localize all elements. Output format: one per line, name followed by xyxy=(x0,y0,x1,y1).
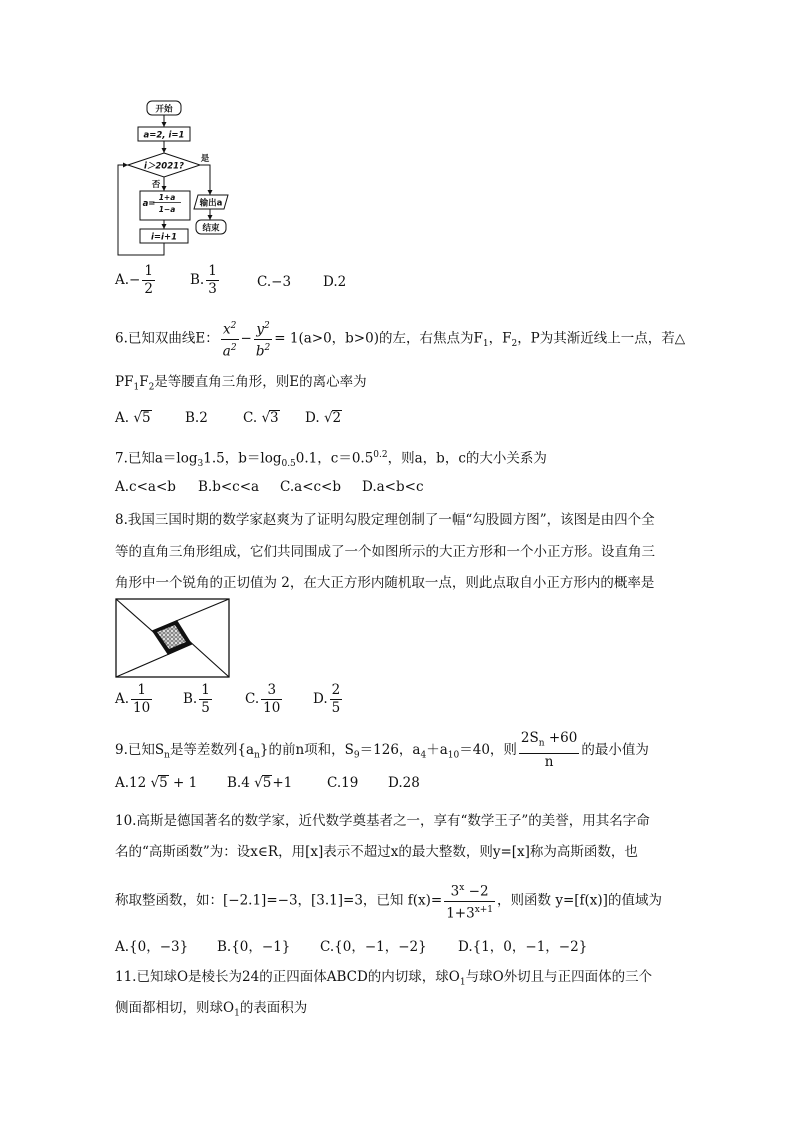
flowchart xyxy=(110,95,250,260)
flowchart-assign-num: 1+a xyxy=(158,193,176,202)
flowchart-assign-prefix: a= xyxy=(142,199,156,209)
q7-option-c[interactable]: C.a<c<b xyxy=(280,479,342,495)
flowchart-start-text: 开始 xyxy=(155,104,173,115)
q9-stem: 9.已知$S_n$是等差数列$\{a_n\}$的前n项和，$S_9=126$，$a_4+a_{10}=40$，则 $\frac{2S_n +60}{n}$ 的最小值为 xyxy=(115,730,649,770)
q8-option-a[interactable]: A. $\frac{1}{10}$ xyxy=(115,682,151,716)
q6-stem-line2: $PF_1F_2$是等腰直角三角形，则E的离心率为 xyxy=(115,374,367,393)
q11-stem-line1: 11.已知球O是棱长为24的正四面体ABCD的内切球，球$O_1$与球O外切且与正四面体的三个 xyxy=(115,969,653,988)
q9-option-c[interactable]: C.19 xyxy=(327,775,359,791)
q5-option-b[interactable]: B. $\frac{1}{3}$ xyxy=(190,263,217,297)
q10-stem-line2: 名的“高斯函数”为：设x∈R，用[x]表示不超过x的最大整数，则y=[x]称为高斯函数，也 xyxy=(115,844,638,860)
q10-option-c[interactable]: C.{0，−1，−2} xyxy=(320,939,427,955)
q8-option-b[interactable]: B. $\frac{1}{5}$ xyxy=(183,682,210,716)
q6-stem-line1: 6.已知双曲线E： $\frac{x^2}{a^2}$ − $\frac{y^2}{b^2}$ = 1(a>0，b>0)的左，右焦点为$F_1$，$F_2$，P为其渐近线上一点，若△ xyxy=(115,318,685,360)
q8-stem-line1: 8.我国三国时期的数学家赵爽为了证明勾股定理创制了一幅“勾股圆方图”，该图是由四个全 xyxy=(115,512,655,528)
q8-option-c[interactable]: C. $\frac{3}{10}$ xyxy=(245,682,281,716)
q5-option-d[interactable]: D.2 xyxy=(323,274,347,290)
q9-option-a[interactable]: A.12 √5 + 1 xyxy=(115,775,198,791)
zhao-shuang-square-figure xyxy=(115,598,230,678)
q10-option-a[interactable]: A.{0，−3} xyxy=(115,939,189,955)
q10-stem-line1: 10.高斯是德国著名的数学家，近代数学奠基者之一，享有“数学王子”的美誉，用其名字命 xyxy=(115,813,650,829)
q8-option-d[interactable]: D. $\frac{2}{5}$ xyxy=(313,682,341,716)
q9-option-b[interactable]: B.4 √5+1 xyxy=(227,775,293,791)
flowchart-output-text: 输出a xyxy=(199,198,223,209)
q7-option-b[interactable]: B.b<c<a xyxy=(198,479,260,495)
q10-stem-line3: 称取整函数，如：[−2.1]=−3，[3.1]=3，已知 f(x)= $\frac{3^x -2}{1+3^{x+1}}$ ，则函数 y=[f(x)]的值域为 xyxy=(115,880,662,922)
flowchart-no-label: 否 xyxy=(151,180,161,190)
flowchart-init-text: a=2, i=1 xyxy=(143,130,185,141)
flowchart-end-text: 结束 xyxy=(202,223,220,234)
q10-option-d[interactable]: D.{1，0，−1，−2} xyxy=(458,939,588,955)
flowchart-condition-text: i＞2021? xyxy=(143,161,185,172)
q5-option-c[interactable]: C.−3 xyxy=(257,274,292,290)
q7-stem: 7.已知$a=\log_31.5$，$b=\log_{0.5}0.1$，$c=0.5^{0.2}$，则a，b，c的大小关系为 xyxy=(115,450,547,470)
q7-option-d[interactable]: D.a<b<c xyxy=(362,479,424,495)
q5-option-a[interactable]: A.− $\frac{1}{2}$ xyxy=(115,263,153,297)
flowchart-assign-den: 1−a xyxy=(158,205,176,214)
q6-option-d[interactable]: D. √2 xyxy=(305,410,342,426)
q10-option-b[interactable]: B.{0，−1} xyxy=(217,939,291,955)
q11-stem-line2: 侧面都相切，则球$O_1$的表面积为 xyxy=(115,1000,308,1019)
q7-option-a[interactable]: A.c<a<b xyxy=(115,479,176,495)
flowchart-yes-label: 是 xyxy=(200,154,210,164)
q8-stem-line3: 角形中一个锐角的正切值为 2，在大正方形内随机取一点，则此点取自小正方形内的概率是 xyxy=(115,575,655,591)
q6-option-a[interactable]: A. √5 xyxy=(115,410,151,426)
flowchart-increment-text: i=i+1 xyxy=(151,232,177,243)
q9-option-d[interactable]: D.28 xyxy=(388,775,420,791)
q6-option-c[interactable]: C. √3 xyxy=(243,410,279,426)
q8-stem-line2: 等的直角三角形组成，它们共同围成了一个如图所示的大正方形和一个小正方形。设直角三 xyxy=(115,544,655,560)
q6-option-b[interactable]: B.2 xyxy=(185,410,208,426)
